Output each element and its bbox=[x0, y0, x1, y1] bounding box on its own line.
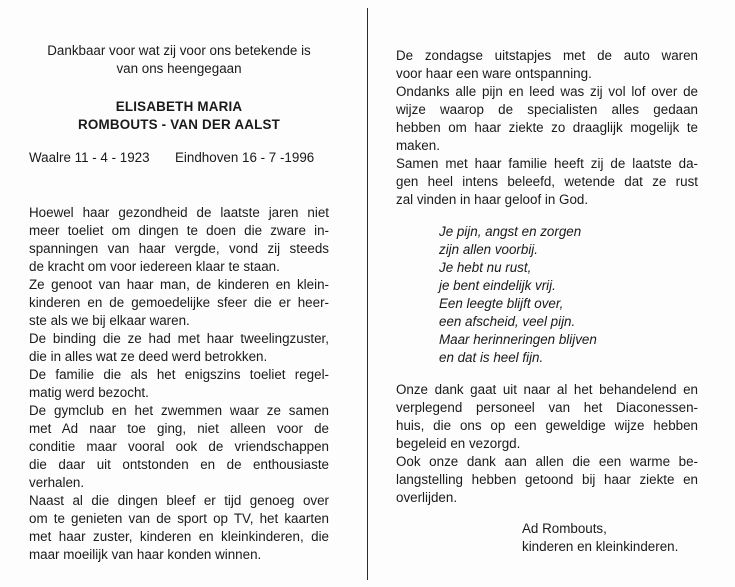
body-line: conditie maar vooral ook de vriendschappen bbox=[29, 439, 329, 454]
fold-line bbox=[367, 8, 368, 580]
body-text bbox=[29, 204, 329, 564]
body-line: maar moeilijk van haar konden winnen. bbox=[29, 547, 262, 562]
body-line: langstelling hebben getoond bij haar ziekte en bbox=[396, 472, 698, 487]
poem-line: Een leegte blijft over, bbox=[439, 296, 564, 311]
deceased-name bbox=[29, 98, 329, 134]
body-line: begeleid en vezorgd. bbox=[396, 436, 521, 451]
body-line: verplegend personeel van het Diaconessen- bbox=[396, 400, 698, 415]
poem-line: je bent eindelijk vrij. bbox=[439, 278, 556, 293]
poem-line: Je hebt nu rust, bbox=[439, 260, 532, 275]
poem-line: een afscheid, veel pijn. bbox=[439, 314, 576, 329]
body-line: Ze genoot van haar man, de kinderen en klein- bbox=[29, 277, 329, 292]
body-line: ste als we bij elkaar waren. bbox=[29, 313, 190, 328]
body-line: die in alles wat ze deed werd betrokken. bbox=[29, 349, 268, 364]
body-line: met haar zuster, kinderen en kleinkinderen, die bbox=[29, 529, 329, 544]
body-line: zal vinden in haar geloof in God. bbox=[396, 192, 589, 207]
body-line: maken. bbox=[396, 138, 440, 153]
body-line: de kracht om voor iedereen klaar te staan. bbox=[29, 259, 280, 274]
poem-line: Maar herinneringen blijven bbox=[439, 332, 597, 347]
body-line: De binding die ze had met haar tweelingzuster, bbox=[29, 331, 329, 346]
poem-line: en dat is heel fijn. bbox=[439, 350, 544, 365]
paragraph-1 bbox=[396, 47, 698, 209]
name-line: ELISABETH MARIA bbox=[115, 99, 243, 114]
poem-line: zijn allen voorbij. bbox=[439, 242, 538, 257]
body-line: hebben om haar ziekte zo draaglijk mogelijk te bbox=[396, 120, 698, 135]
body-line: Ondanks alle pijn en leed was zij vol lof over de bbox=[396, 84, 698, 99]
body-line: spanningen van haar vergde, vond zij steeds bbox=[29, 241, 329, 256]
paragraph-2 bbox=[396, 381, 698, 507]
intro-line: Dankbaar voor wat zij voor ons betekende is bbox=[47, 43, 311, 58]
signature-line: Ad Rombouts, bbox=[522, 521, 607, 536]
birth-date: Waalre 11 - 4 - 1923 bbox=[29, 150, 150, 165]
body-line: gen heel intens beleefd, wetende dat ze rust bbox=[396, 174, 698, 189]
intro bbox=[29, 42, 329, 78]
name-line: ROMBOUTS - VAN DER AALST bbox=[78, 117, 280, 132]
body-line: Ook onze dank aan allen die een warme be- bbox=[396, 454, 698, 469]
body-line: meer toeliet om dingen te doen die zware in- bbox=[29, 223, 329, 238]
poem bbox=[439, 223, 669, 367]
life-dates bbox=[29, 149, 329, 167]
body-line: Naast al die dingen bleef er tijd genoeg over bbox=[29, 493, 329, 508]
body-line: huis, die ons op een geweldige wijze hebben bbox=[396, 418, 698, 433]
body-line: Onze dank gaat uit naar al het behandelend en bbox=[396, 382, 698, 397]
body-line: Hoewel haar gezondheid de laatste jaren niet bbox=[29, 205, 329, 220]
death-date: Eindhoven 16 - 7 -1996 bbox=[175, 150, 315, 165]
body-line: met Ad naar toe ging, niet alleen voor de bbox=[29, 421, 329, 436]
signature-line: kinderen en kleinkinderen. bbox=[522, 539, 679, 554]
poem-line: Je pijn, angst en zorgen bbox=[439, 224, 582, 239]
body-line: De zondagse uitstapjes met de auto waren bbox=[396, 48, 698, 63]
body-line: De familie die als het enigszins toeliet regel- bbox=[29, 367, 329, 382]
body-line: matig werd bezocht. bbox=[29, 385, 149, 400]
intro-line: van ons heengegaan bbox=[116, 61, 242, 76]
body-line: voor haar een ware ontspanning. bbox=[396, 66, 592, 81]
signature bbox=[522, 520, 698, 556]
body-line: verhalen. bbox=[29, 475, 85, 490]
body-line: kinderen en de gemoedelijke sfeer die er heer- bbox=[29, 295, 329, 310]
body-line: die daar uit ontstonden en de enthousiaste bbox=[29, 457, 329, 472]
body-line: overlijden. bbox=[396, 490, 458, 505]
body-line: De gymclub en het zwemmen waar ze samen bbox=[29, 403, 329, 418]
body-line: wijze waarop de specialisten alles gedaan bbox=[396, 102, 698, 117]
body-line: om te genieten van de sport op TV, het kaarten bbox=[29, 511, 329, 526]
body-line: Samen met haar familie heeft zij de laatste da- bbox=[396, 156, 698, 171]
